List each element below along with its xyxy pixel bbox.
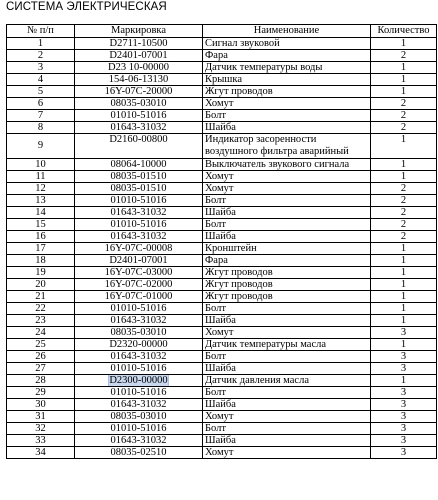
table-row [7,387,437,399]
table-row [7,291,437,303]
cell-quantity: 2 [371,122,437,134]
cell-name: Болт [203,303,371,315]
table-row [7,74,437,86]
cell-quantity: 1 [371,159,437,171]
cell-marking: 01643-31032 [75,351,203,363]
cell-number: 17 [7,243,75,255]
cell-name: Жгут проводов [203,86,371,98]
cell-name: Хомут [203,327,371,339]
table-row [7,315,437,327]
cell-number: 6 [7,98,75,110]
cell-name: Жгут проводов [203,291,371,303]
cell-number: 23 [7,315,75,327]
cell-quantity: 3 [371,435,437,447]
table-row [7,134,437,159]
cell-number: 32 [7,423,75,435]
cell-marking: 01643-31032 [75,122,203,134]
cell-quantity: 1 [371,62,437,74]
table-row [7,267,437,279]
cell-marking: 08035-03010 [75,411,203,423]
table-row [7,219,437,231]
cell-name: Болт [203,219,371,231]
cell-number: 3 [7,62,75,74]
cell-marking: D2401-07001 [75,50,203,62]
cell-marking: D2320-00000 [75,339,203,351]
cell-name: Болт [203,110,371,122]
cell-name: Жгут проводов [203,279,371,291]
cell-number: 9 [7,134,75,159]
cell-marking: D2711-10500 [75,38,203,50]
cell-quantity: 3 [371,387,437,399]
column-header-quantity: Количество [371,25,437,38]
cell-quantity: 1 [371,255,437,267]
cell-marking: 16Y-07С-01000 [75,291,203,303]
cell-quantity: 2 [371,98,437,110]
cell-name: Выключатель звукового сигнала [203,159,371,171]
cell-marking: 01643-31032 [75,207,203,219]
cell-quantity: 1 [371,303,437,315]
cell-name: Крышка [203,74,371,86]
table-row [7,110,437,122]
cell-quantity: 3 [371,447,437,459]
cell-marking: 16Y-07С-03000 [75,267,203,279]
table-header-row [7,25,437,38]
cell-number: 25 [7,339,75,351]
cell-name: Хомут [203,98,371,110]
table-row [7,447,437,459]
cell-quantity: 3 [371,399,437,411]
cell-marking: 01010-51016 [75,219,203,231]
parts-table [6,24,437,459]
cell-number: 24 [7,327,75,339]
cell-quantity: 3 [371,423,437,435]
cell-marking: D2401-07001 [75,255,203,267]
table-row [7,171,437,183]
cell-quantity: 2 [371,183,437,195]
cell-name: Шайба [203,399,371,411]
cell-name: Сигнал звуковой [203,38,371,50]
table-row [7,207,437,219]
table-row [7,363,437,375]
cell-number: 33 [7,435,75,447]
cell-quantity: 1 [371,74,437,86]
cell-number: 13 [7,195,75,207]
cell-number: 10 [7,159,75,171]
cell-marking: 16Y-07С-00008 [75,243,203,255]
cell-number: 12 [7,183,75,195]
cell-number: 14 [7,207,75,219]
cell-number: 31 [7,411,75,423]
cell-name: Датчик давления масла [203,375,371,387]
cell-name: Хомут [203,411,371,423]
cell-quantity: 1 [371,243,437,255]
cell-name: Хомут [203,183,371,195]
cell-number: 21 [7,291,75,303]
table-row [7,351,437,363]
cell-quantity: 1 [371,279,437,291]
table-row [7,375,437,387]
cell-name: Шайба [203,363,371,375]
cell-marking: D23 10-00000 [75,62,203,74]
cell-number: 27 [7,363,75,375]
table-row [7,195,437,207]
cell-number: 8 [7,122,75,134]
cell-quantity: 3 [371,351,437,363]
cell-marking: 01010-51016 [75,303,203,315]
cell-name: Болт [203,423,371,435]
table-row [7,122,437,134]
cell-quantity: 1 [371,171,437,183]
table-row [7,339,437,351]
cell-quantity: 1 [371,134,437,159]
cell-number: 26 [7,351,75,363]
table-body [7,38,437,459]
cell-marking: 01643-31032 [75,435,203,447]
cell-marking: 01010-51016 [75,110,203,122]
table-row [7,183,437,195]
cell-marking: 01010-51016 [75,387,203,399]
cell-name: Шайба [203,315,371,327]
table-row [7,303,437,315]
cell-quantity: 2 [371,110,437,122]
cell-number: 16 [7,231,75,243]
cell-number: 20 [7,279,75,291]
page-title: СИСТЕМА ЭЛЕКТРИЧЕСКАЯ [6,1,167,13]
cell-name: Хомут [203,447,371,459]
cell-marking: 01010-51016 [75,195,203,207]
cell-marking: 08035-03010 [75,327,203,339]
cell-marking: 08035-01510 [75,183,203,195]
table-row [7,399,437,411]
table-row [7,38,437,50]
cell-quantity: 2 [371,219,437,231]
cell-number: 2 [7,50,75,62]
cell-marking: 08035-01510 [75,171,203,183]
cell-number: 19 [7,267,75,279]
cell-name: Шайба [203,207,371,219]
cell-name: Шайба [203,231,371,243]
table-row [7,50,437,62]
table-row [7,62,437,74]
table-row [7,423,437,435]
table-row [7,279,437,291]
table-row [7,255,437,267]
cell-marking: 01643-31032 [75,315,203,327]
cell-marking: 16Y-07С-02000 [75,279,203,291]
cell-name: Датчик температуры масла [203,339,371,351]
cell-quantity: 1 [371,267,437,279]
cell-name: Датчик температуры воды [203,62,371,74]
table-row [7,411,437,423]
cell-name: Индикатор засоренности воздушного фильтра аварийный [203,134,371,159]
cell-name: Фара [203,255,371,267]
cell-marking: 01010-51016 [75,363,203,375]
cell-quantity: 2 [371,207,437,219]
cell-name: Хомут [203,171,371,183]
cell-number: 29 [7,387,75,399]
cell-name: Кронштейн [203,243,371,255]
cell-number: 1 [7,38,75,50]
selected-text-highlight[interactable]: D2300-00000 [109,375,168,386]
cell-name: Шайба [203,122,371,134]
column-header-marking: Маркировка [75,25,203,38]
cell-marking: 08064-10000 [75,159,203,171]
cell-marking: D2160-00800 [75,134,203,159]
cell-name: Болт [203,195,371,207]
table-row [7,435,437,447]
cell-marking: 08035-03010 [75,98,203,110]
cell-quantity: 2 [371,231,437,243]
cell-number: 18 [7,255,75,267]
cell-quantity: 1 [371,315,437,327]
table-row [7,327,437,339]
cell-quantity: 2 [371,50,437,62]
table-row [7,86,437,98]
column-header-number: № п/п [7,25,75,38]
cell-quantity: 1 [371,38,437,50]
table-row [7,98,437,110]
cell-number: 30 [7,399,75,411]
cell-quantity: 3 [371,327,437,339]
cell-marking: 01643-31032 [75,231,203,243]
column-header-name: Наименование [203,25,371,38]
cell-number: 28 [7,375,75,387]
cell-quantity: 2 [371,195,437,207]
cell-quantity: 1 [371,86,437,98]
cell-marking: 01643-31032 [75,399,203,411]
cell-name: Шайба [203,435,371,447]
cell-number: 34 [7,447,75,459]
cell-number: 11 [7,171,75,183]
cell-name: Жгут проводов [203,267,371,279]
cell-name: Болт [203,387,371,399]
table-row [7,243,437,255]
cell-name: Болт [203,351,371,363]
cell-quantity: 1 [371,339,437,351]
cell-marking: 08035-02510 [75,447,203,459]
cell-number: 22 [7,303,75,315]
cell-marking [75,375,203,387]
cell-quantity: 1 [371,291,437,303]
cell-quantity: 3 [371,363,437,375]
cell-marking: 01010-51016 [75,423,203,435]
cell-marking: 16Y-07С-20000 [75,86,203,98]
cell-number: 5 [7,86,75,98]
cell-name: Фара [203,50,371,62]
cell-quantity: 3 [371,411,437,423]
table-row [7,231,437,243]
cell-marking: 154-06-13130 [75,74,203,86]
cell-number: 7 [7,110,75,122]
cell-number: 15 [7,219,75,231]
cell-number: 4 [7,74,75,86]
cell-quantity: 1 [371,375,437,387]
table-row [7,159,437,171]
